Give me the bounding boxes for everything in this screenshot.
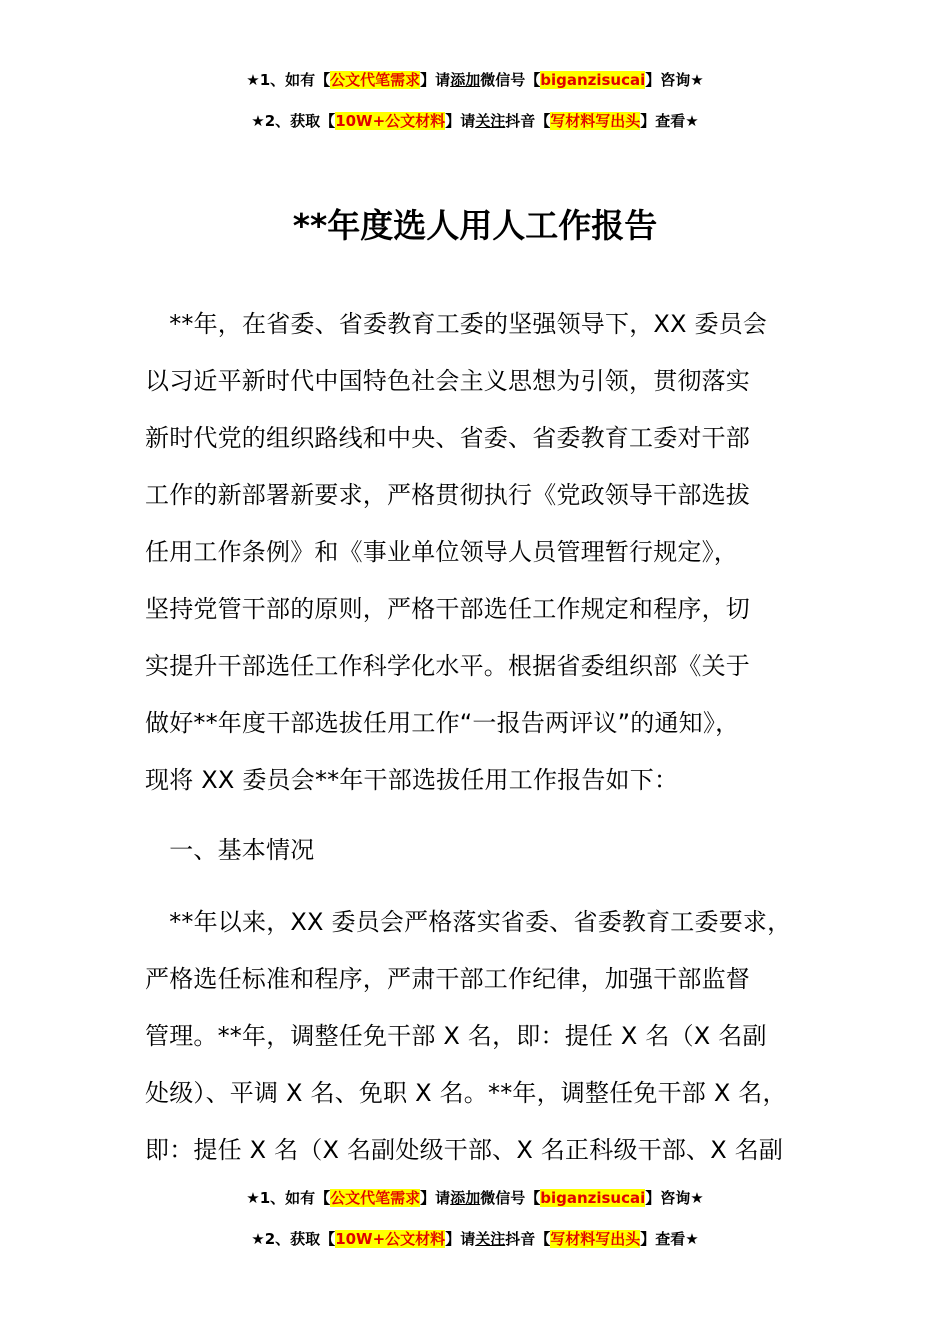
body-line: 新时代党的组织路线和中央、省委、省委教育工委对干部: [145, 424, 750, 452]
footer-promo-line-1: [0, 1188, 950, 1208]
promo-text: ★2、获取【: [251, 1230, 336, 1248]
header-promo-line-1: [0, 70, 950, 90]
promo-highlight: 写材料写出头: [550, 1230, 641, 1248]
promo-highlight: biganzisucai: [540, 1189, 646, 1207]
promo-text: 抖音【: [505, 112, 551, 130]
promo-text: 微信号【: [480, 71, 541, 89]
promo-text: 】请: [420, 71, 451, 89]
promo-text: 】请: [445, 112, 476, 130]
body-line: **年，在省委、省委教育工委的坚强领导下，XX 委员会: [145, 310, 768, 338]
promo-text: 】咨询★: [645, 71, 704, 89]
promo-highlight: 10W+公文材料: [335, 1230, 446, 1248]
promo-text: 】请: [420, 1189, 451, 1207]
promo-underline: 添加: [450, 71, 481, 89]
body-line: 实提升干部选任工作科学化水平。根据省委组织部《关于: [145, 652, 750, 680]
body-line: 现将 XX 委员会**年干部选拔任用工作报告如下：: [145, 766, 679, 794]
promo-highlight: 写材料写出头: [550, 112, 641, 130]
document-title: **年度选人用人工作报告: [292, 206, 658, 245]
promo-underline: 关注: [475, 112, 506, 130]
promo-underline: 添加: [450, 1189, 481, 1207]
body-line: 即：提任 X 名（X 名副处级干部、X 名正科级干部、X 名副: [145, 1136, 784, 1164]
body-line: 以习近平新时代中国特色社会主义思想为引领，贯彻落实: [145, 367, 750, 395]
promo-text: 微信号【: [480, 1189, 541, 1207]
promo-highlight: 10W+公文材料: [335, 112, 446, 130]
body-line: 任用工作条例》和《事业单位领导人员管理暂行规定》，: [145, 538, 738, 566]
promo-text: ★1、如有【: [246, 1189, 331, 1207]
body-line: 严格选任标准和程序，严肃干部工作纪律，加强干部监督: [145, 965, 750, 993]
promo-text: ★2、获取【: [251, 112, 336, 130]
promo-text: 】咨询★: [645, 1189, 704, 1207]
promo-underline: 关注: [475, 1230, 506, 1248]
promo-highlight: 公文代笔需求: [330, 1189, 421, 1207]
promo-text: 抖音【: [505, 1230, 551, 1248]
promo-text: ★1、如有【: [246, 71, 331, 89]
body-line: 做好**年度干部选拔任用工作“一报告两评议”的通知》，: [145, 709, 740, 737]
promo-text: 】查看★: [640, 112, 699, 130]
section-heading: 一、基本情况: [145, 836, 315, 864]
body-line: **年以来，XX 委员会严格落实省委、省委教育工委要求，: [145, 908, 792, 936]
header-promo-line-2: [0, 111, 950, 131]
promo-highlight: biganzisucai: [540, 71, 646, 89]
body-line: 工作的新部署新要求，严格贯彻执行《党政领导干部选拔: [145, 481, 750, 509]
promo-text: 】请: [445, 1230, 476, 1248]
footer-promo-line-2: [0, 1229, 950, 1249]
body-line: 处级）、平调 X 名、免职 X 名。**年，调整任免干部 X 名，: [145, 1079, 787, 1107]
promo-text: 】查看★: [640, 1230, 699, 1248]
promo-highlight: 公文代笔需求: [330, 71, 421, 89]
body-line: 坚持党管干部的原则，严格干部选任工作规定和程序，切: [145, 595, 750, 623]
body-line: 管理。**年，调整任免干部 X 名，即：提任 X 名（X 名副: [145, 1022, 767, 1050]
